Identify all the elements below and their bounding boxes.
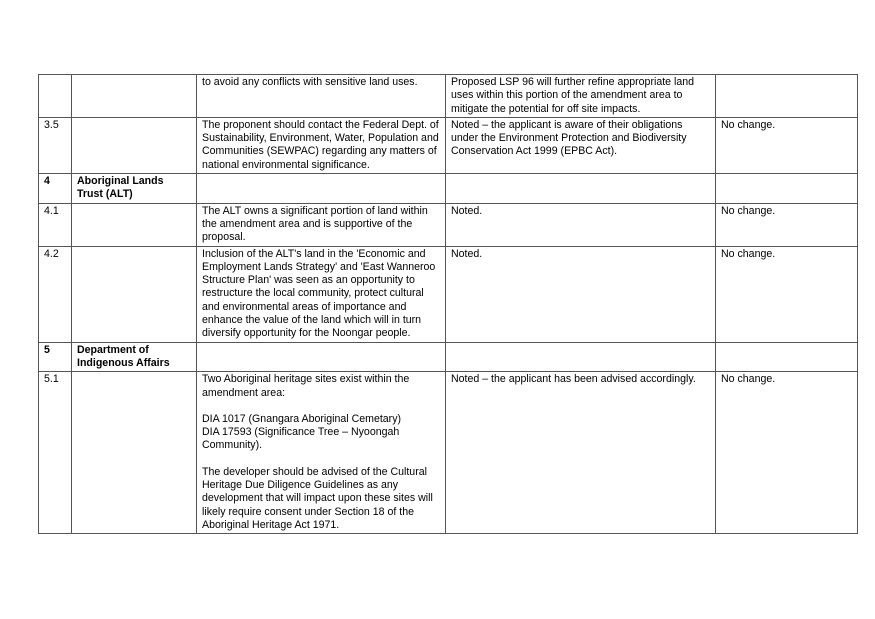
submission-paragraph: The proponent should contact the Federal Dept. of Sustainability, Environment, Water, Population and Communities (SEWPAC) regarding any matters of national environmental significance. <box>202 118 439 171</box>
recommendation-cell: No change. <box>716 117 858 173</box>
response-cell: Noted – the applicant is aware of their obligations under the Environment Protection and Biodiversity Conservation Act 1999 (EPBC Act). <box>446 117 716 173</box>
submission-cell <box>197 372 446 534</box>
submissions-table <box>38 74 858 534</box>
response-cell <box>446 174 716 204</box>
item-number-cell <box>39 75 72 118</box>
response-cell: Noted. <box>446 246 716 342</box>
submission-cell <box>197 342 446 372</box>
submission-cell <box>197 246 446 342</box>
recommendation-cell: No change. <box>716 372 858 534</box>
section-organisation-cell: Aboriginal Lands Trust (ALT) <box>72 174 197 204</box>
submission-cell <box>197 117 446 173</box>
table-row <box>39 117 858 173</box>
response-cell: Noted – the applicant has been advised accordingly. <box>446 372 716 534</box>
item-number-cell: 5.1 <box>39 372 72 534</box>
section-number-cell: 5 <box>39 342 72 372</box>
organisation-cell <box>72 117 197 173</box>
recommendation-cell <box>716 174 858 204</box>
recommendation-cell <box>716 342 858 372</box>
submission-paragraph: DIA 1017 (Gnangara Aboriginal Cemetary) DIA 17593 (Significance Tree – Nyoongah Community). <box>202 412 402 452</box>
section-number-cell: 4 <box>39 174 72 204</box>
section-heading-row <box>39 342 858 372</box>
recommendation-cell: No change. <box>716 203 858 246</box>
table-row <box>39 246 858 342</box>
submission-cell <box>197 75 446 118</box>
submission-cell <box>197 174 446 204</box>
item-number-cell: 4.1 <box>39 203 72 246</box>
table-row <box>39 372 858 534</box>
organisation-cell <box>72 246 197 342</box>
submission-paragraph: The developer should be advised of the Cultural Heritage Due Diligence Guidelines as any development that will impact upon these sites will likely require consent under Section 18 of the Aboriginal Heritage Act 1971. <box>202 465 433 531</box>
submission-paragraph: Two Aboriginal heritage sites exist within the amendment area: <box>202 373 410 399</box>
organisation-cell <box>72 75 197 118</box>
recommendation-cell <box>716 75 858 118</box>
response-cell: Noted. <box>446 203 716 246</box>
response-cell: Proposed LSP 96 will further refine appropriate land uses within this portion of the amendment area to mitigate the potential for off site impacts. <box>446 75 716 118</box>
table-row <box>39 75 858 118</box>
section-organisation-cell: Department of Indigenous Affairs <box>72 342 197 372</box>
section-heading-row <box>39 174 858 204</box>
item-number-cell: 4.2 <box>39 246 72 342</box>
organisation-cell <box>72 372 197 534</box>
organisation-cell <box>72 203 197 246</box>
table-row <box>39 203 858 246</box>
submission-paragraph: Inclusion of the ALT's land in the 'Economic and Employment Lands Strategy' and 'East Wanneroo Structure Plan' was seen as an opportunity to restructure the local community, protect cultural and environmental areas of importance and enhance the value of the land which will in turn diversify opportunity for the Noongar people. <box>202 247 436 340</box>
response-cell <box>446 342 716 372</box>
item-number-cell: 3.5 <box>39 117 72 173</box>
submission-cell <box>197 203 446 246</box>
submission-paragraph: The ALT owns a significant portion of land within the amendment area and is supportive of the proposal. <box>202 204 428 244</box>
submission-paragraph: to avoid any conflicts with sensitive land uses. <box>202 76 418 88</box>
recommendation-cell: No change. <box>716 246 858 342</box>
